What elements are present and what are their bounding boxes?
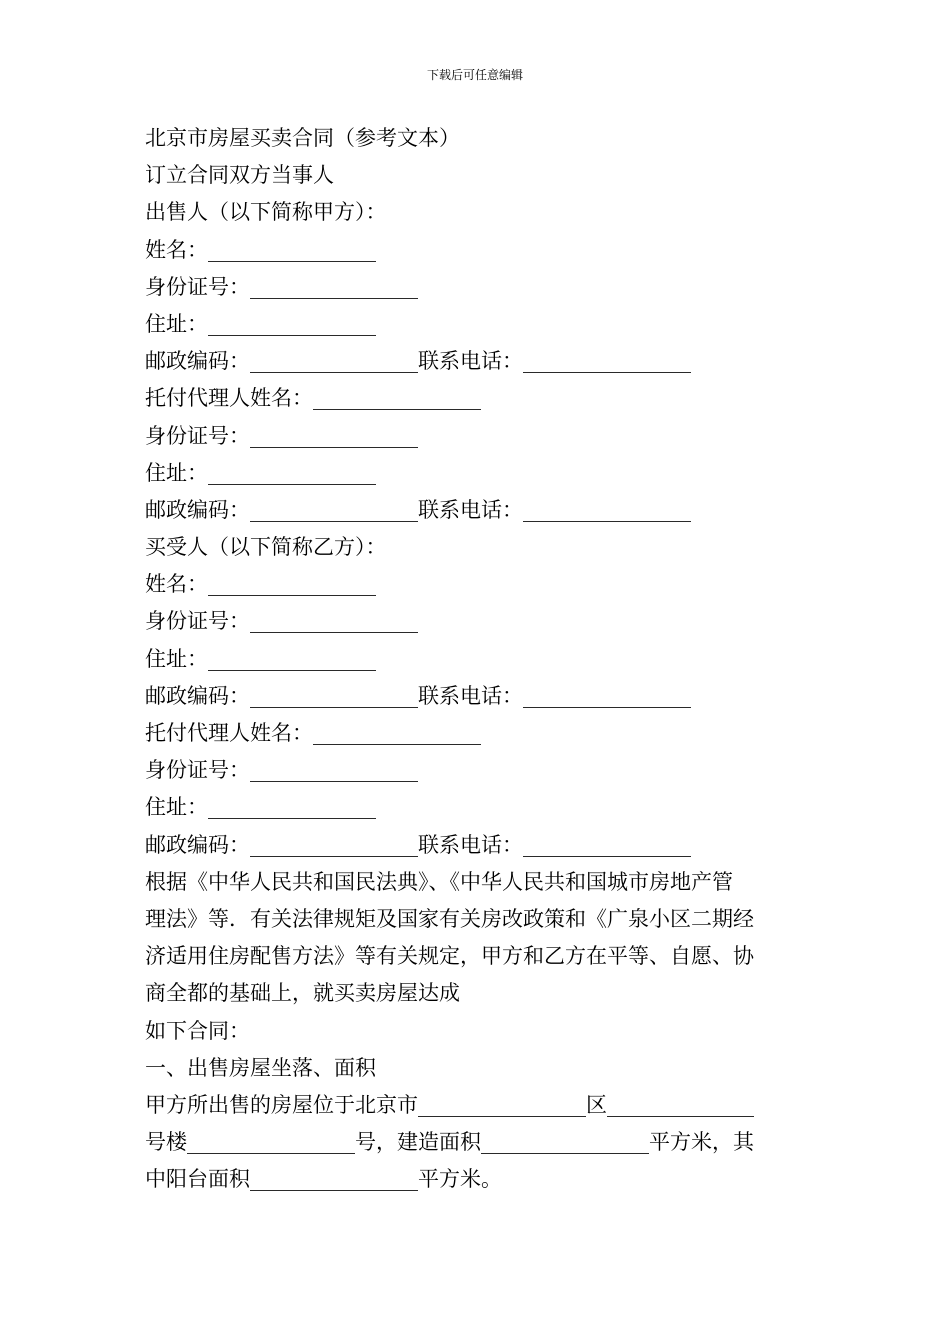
seller-name-field: 姓名：________________ — [145, 237, 376, 262]
seller-postcode-phone-field: 邮政编码：________________联系电话：________________ — [145, 349, 691, 374]
property-area-line: 号楼________________号，建造面积________________平方米，其 — [145, 1130, 754, 1155]
property-location-line: 甲方所出售的房屋位于北京市________________区______________ — [145, 1092, 754, 1117]
basis-paragraph-line: 商全都的基础上，就买卖房屋达成 — [145, 981, 460, 1006]
basis-paragraph-line: 根据《中华人民共和国民法典》、《中华人民共和国城市房地产管 — [145, 869, 733, 894]
seller-heading: 出售人（以下简称甲方）： — [145, 200, 387, 225]
section-1-heading: 一、出售房屋坐落、面积 — [145, 1055, 376, 1080]
seller-agent-address-field: 住址：________________ — [145, 460, 376, 485]
seller-address-field: 住址：________________ — [145, 311, 376, 336]
buyer-postcode-phone-field: 邮政编码：________________联系电话：________________ — [145, 683, 691, 708]
buyer-agent-name-field: 托付代理人姓名：________________ — [145, 721, 481, 745]
basis-paragraph-line: 理法》等．有关法律规矩及国家有关房改政策和《广泉小区二期经 — [145, 906, 754, 931]
parties-heading: 订立合同双方当事人 — [145, 163, 334, 188]
basis-paragraph-line: 济适用住房配售方法》等有关规定，甲方和乙方在平等、自愿、协 — [145, 944, 754, 969]
buyer-id-field: 身份证号：________________ — [145, 609, 418, 634]
contract-title: 北京市房屋买卖合同（参考文本） — [145, 126, 460, 150]
buyer-agent-id-field: 身份证号：________________ — [145, 758, 418, 783]
page-header-note: 下载后可任意编辑 — [426, 68, 523, 82]
balcony-area-line: 中阳台面积________________平方米。 — [145, 1167, 502, 1192]
buyer-agent-address-field: 住址：________________ — [145, 795, 376, 820]
buyer-name-field: 姓名：________________ — [145, 572, 376, 597]
agreement-intro: 如下合同： — [145, 1018, 250, 1043]
buyer-agent-postcode-phone-field: 邮政编码：________________联系电话：________________ — [145, 832, 691, 857]
contract-body — [145, 120, 807, 1198]
seller-agent-postcode-phone-field: 邮政编码：________________联系电话：________________ — [145, 497, 691, 522]
seller-id-field: 身份证号：________________ — [145, 274, 418, 299]
buyer-address-field: 住址：________________ — [145, 646, 376, 671]
seller-agent-id-field: 身份证号：________________ — [145, 423, 418, 448]
seller-agent-name-field: 托付代理人姓名：________________ — [145, 386, 481, 411]
buyer-heading: 买受人（以下简称乙方）： — [145, 535, 387, 560]
